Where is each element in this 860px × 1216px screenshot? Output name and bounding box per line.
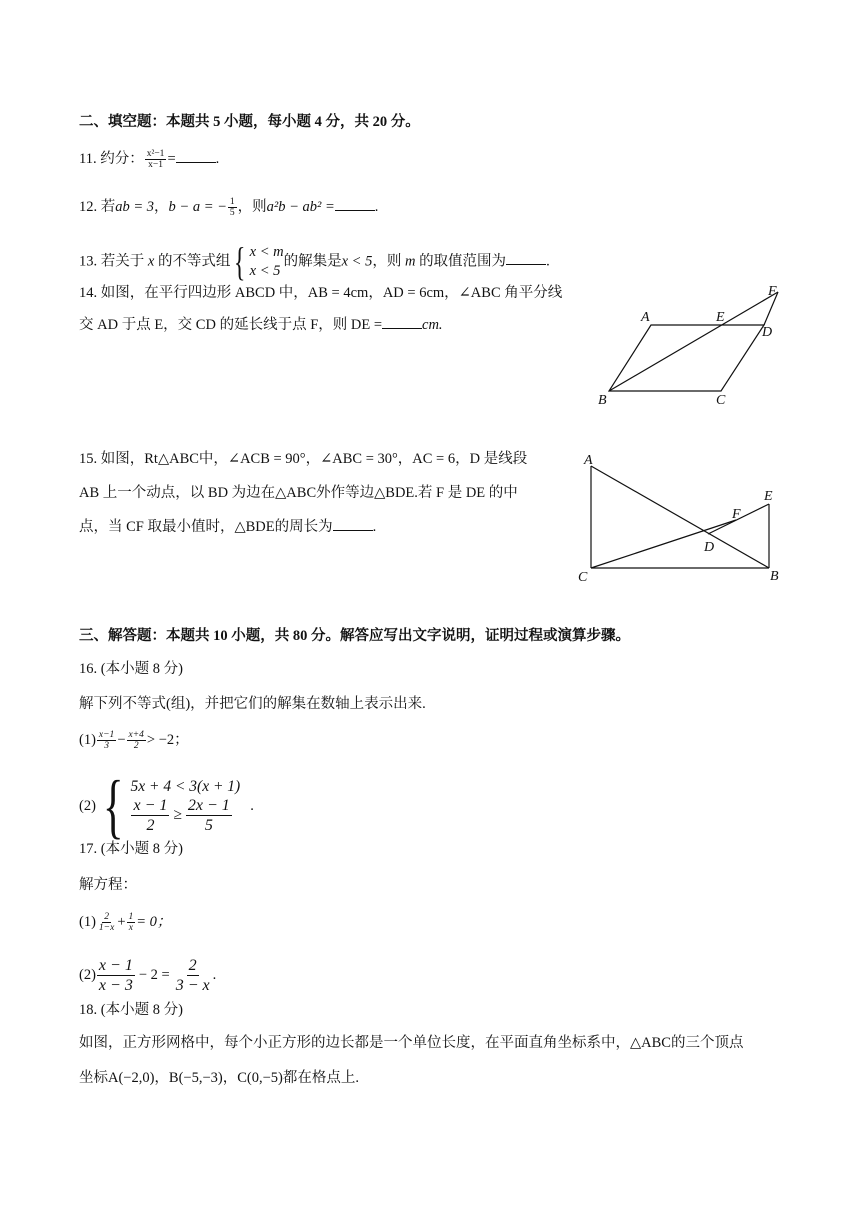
q15-line-1: 15. 如图，Rt△ABC中，∠ACB = 90°，∠ABC = 30°，AC = 6，D 是线段 [79,451,528,467]
q17-p1-f2-num: 1 [128,912,134,923]
q17-p2-fraction-2 [174,956,212,995]
q14-line-2-text: 交 AD 于点 E，交 CD 的延长线于点 F，则 DE = [79,317,383,333]
q18-head: 18. (本小题 8 分) [79,1002,183,1018]
q16-p2-row1: 5x + 4 < 3(x + 1) [130,778,241,795]
q15-label-b: B [770,569,779,584]
q17-p2-fraction-1 [97,956,135,995]
q11-equals: = [167,151,176,167]
q16-p1-minus: − [117,732,126,748]
q16-p2-end: . [250,798,254,814]
q17-p2-f2-num: 2 [188,957,197,975]
q16-p2-f1-num: x − 1 [133,797,168,814]
q17-p1-rest: = 0； [136,914,172,930]
q16-p2-system [79,766,254,846]
q13-system [230,239,284,284]
q16-p2-f2-den: 5 [204,817,213,834]
q11-prefix: 11. 约分： [79,151,144,167]
q14-parallelogram-figure [590,280,790,410]
q16-p2-f1-den: 2 [146,817,155,834]
q16-p2-f2-num: 2x − 1 [187,797,230,814]
q14-label-a: A [641,310,650,325]
q16-p1-rest: > −2； [146,732,189,748]
q17-p1-f1-den: 1−x [98,923,115,934]
q12-prefix: 12. 若 [79,199,116,215]
q17-intro: 解方程： [79,877,137,893]
q13-text4: 的取值范围为 [415,253,507,270]
q15-label-e: E [764,489,773,504]
q15-label-f: F [732,507,741,522]
q13-end: . [546,253,550,270]
q14-parallelogram [609,325,764,391]
q17-p2-f1-num: x − 1 [98,957,133,975]
q12-sep: ， [154,199,169,215]
q17-p2-f1-den: x − 3 [98,977,133,995]
q11-denominator: x−1 [148,160,163,171]
q16-p1-fraction-1 [97,730,116,751]
q16-p1-f1-num: x−1 [98,730,115,741]
q17-p2-f2-den: 3 − x [175,977,210,995]
q12-frac-num: 1 [229,197,235,208]
q16-p2-brace: { [102,766,124,846]
q17-part-2 [79,954,216,996]
q11-numerator: x²−1 [146,149,165,160]
q18-line-1: 如图，正方形网格中，每个小正方形的边长都是一个单位长度，在平面直角坐标系中，△ABC的三个顶点 [79,1035,744,1051]
q15-triangle-figure [570,448,790,588]
q14-label-d: D [762,325,773,340]
q12-expr: a²b − ab² = [266,199,335,215]
q17-p1-f2-den: x [128,923,133,934]
q12-frac-den: 5 [229,208,235,219]
q18-line-2: 坐标A(−2,0)，B(−5,−3)，C(0,−5)都在格点上. [79,1070,359,1086]
q14-label-c: C [716,393,726,408]
q16-p1-fraction-2 [127,730,146,751]
question-13 [79,239,550,284]
q16-p2-geq: ≥ [173,806,182,824]
q15-label-a: A [584,453,593,468]
q14-label-f: F [768,284,777,299]
q15-label-d: D [704,540,715,555]
q11-answer-blank [176,148,216,163]
q15-end: . [372,519,377,535]
q14-line-2 [79,314,443,335]
q16-part-1 [79,730,189,751]
q16-p1-f2-den: 2 [133,741,139,752]
q14-label-e: E [716,310,725,325]
q12-cond2: b − a = − [168,199,227,215]
q13-text2: 的解集是 [283,253,342,270]
q13-row1: x < m [249,244,284,260]
q15-line-2: AB 上一个动点，以 BD 为边在△ABC外作等边△BDE.若 F 是 DE 的中 [79,485,518,501]
q17-p1-fraction-2 [127,912,136,933]
q13-answer-blank [506,250,546,265]
q13-solution: x < 5 [341,253,373,270]
q13-brace: { [234,239,246,284]
q16-intro: 解下列不等式(组)，并把它们的解集在数轴上表示出来. [79,696,426,712]
q13-prefix: 13. 若关于 [79,253,148,270]
q17-p2-mid: − 2 = [138,967,170,983]
q16-p1-label: (1) [79,732,96,748]
q14-unit: cm. [422,317,443,333]
q15-answer-blank [333,516,373,531]
q13-text3: ，则 [372,253,405,270]
section-2-title: 二、填空题：本题共 5 小题，每小题 4 分，共 20 分。 [79,114,420,130]
q17-p1-plus: + [117,914,126,930]
q11-end: . [215,151,220,167]
q17-p1-fraction-1 [97,912,116,933]
q17-p2-end: . [212,967,217,983]
q13-mid: 的不等式组 [154,253,231,270]
q15-segment-cf [591,520,736,568]
q13-var2: m [404,253,416,270]
q16-head: 16. (本小题 8 分) [79,661,183,677]
q12-end: . [374,199,379,215]
q12-answer-blank [335,196,375,211]
q15-line-3 [79,516,376,537]
q12-then: ，则 [237,199,267,215]
q14-answer-blank [382,314,422,329]
q17-p1-f1-num: 2 [104,912,109,923]
q15-label-c: C [578,570,588,585]
q17-p1-label: (1) [79,914,96,930]
q11-fraction [145,149,167,170]
q14-label-b: B [598,393,607,408]
q13-var: x [147,253,155,270]
section-3-title: 三、解答题：本题共 10 小题，共 80 分。解答应写出文字说明，证明过程或演算步骤。 [79,628,630,644]
q14-line-1: 14. 如图，在平行四边形 ABCD 中，AB = 4cm，AD = 6cm，∠ABC 角平分线 [79,285,563,301]
q12-cond1: ab = 3 [115,199,155,215]
q17-part-1 [79,912,171,933]
q16-p2-fraction-1 [131,796,169,835]
q15-line-3-text: 点，当 CF 取最小值时，△BDE的周长为 [79,519,333,535]
q12-fraction [228,197,237,218]
question-11 [79,148,219,170]
q17-p2-label: (2) [79,967,96,983]
q16-p1-f1-den: 3 [104,741,109,752]
q13-row2: x < 5 [249,263,281,279]
q16-p2-label: (2) [79,798,96,814]
q17-head: 17. (本小题 8 分) [79,841,183,857]
question-12 [79,196,378,218]
q16-p1-f2-num: x+4 [128,730,144,741]
q16-part-2 [79,766,254,846]
q16-p2-fraction-2 [186,796,232,835]
